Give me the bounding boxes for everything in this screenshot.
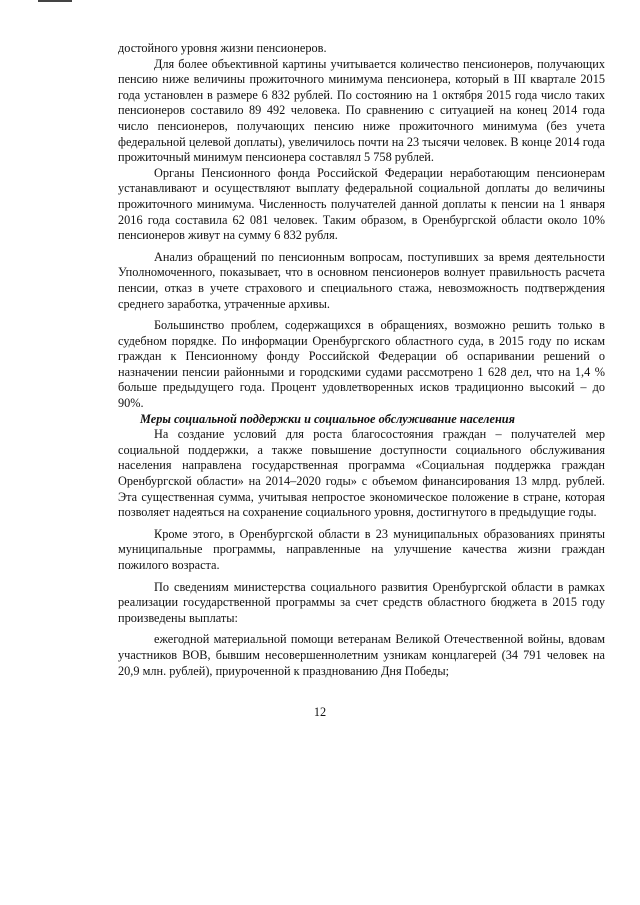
paragraph-continuation: достойного уровня жизни пенсионеров. <box>118 41 327 55</box>
paragraph-poverty-pensioners: Для более объективной картины учитывается количество пенсионеров, получающих пенсию ниже величины прожиточного минимума пенсионера, который в III квартале 2015 года установлен в размере 6 832 рублей. По состоянию на 1 октября 2015 года число таких пенсионеров составило 89 492 человека. По сравнению с ситуацией на конец 2014 года число пенсионеров, получающих пенсию ниже прожиточного минимума (без учета федеральной целевой доплаты), увеличилось почти на 23 тысячи человек. В конце 2014 года прожиточный минимум пенсионера составлял 5 758 рублей. <box>118 56 605 165</box>
scan-edge-mark <box>38 0 72 2</box>
document-page <box>118 41 605 679</box>
paragraph-state-program: На создание условий для роста благосостояния граждан – получателей мер социальной поддержки, а также повышение доступности социального обслуживания населения направлена государственная программа «Социальная поддержка граждан Оренбургской области» на 2014–2020 годы» с объемом финансирования 13 млрд. рублей. Эта существенная сумма, учитывая непростое экономическое положение в стране, которая позволяет надеяться на сохранение социального уровня, достигнутого в предыдущие годы. <box>118 427 605 520</box>
paragraph-municipal-programs: Кроме этого, в Оренбургской области в 23 муниципальных образованиях приняты муниципальные программы, направленные на улучшение качества жизни граждан пожилого возраста. <box>118 526 605 572</box>
paragraph-ministry-payments: По сведениям министерства социального развития Оренбургской области в рамках реализации государственной программы за счет средств областного бюджета в 2015 году произведены выплаты: <box>118 579 605 625</box>
paragraph-pension-fund: Органы Пенсионного фонда Российской Федерации неработающим пенсионерам устанавливают и осуществляют выплату федеральной социальной доплаты до величины прожиточного минимума. Численность получателей данной доплаты к пенсии на 1 января 2016 года составила 62 081 человек. Таким образом, в Оренбургской области около 10% пенсионеров живут на сумму 6 832 рубля. <box>118 165 605 243</box>
paragraph-court-cases: Большинство проблем, содержащихся в обращениях, возможно решить только в судебном порядке. По информации Оренбургского областного суда, в 2015 году по искам граждан к Пенсионному фонду Российской Федерации об оспаривании решений о назначении пенсии районными и городскими судами рассмотрено 1 628 дел, что на 1,4 % больше предыдущего года. Процент удовлетворенных исков традиционно высокий – до 90%. <box>118 318 605 411</box>
page-number: 12 <box>313 705 327 719</box>
section-heading: Меры социальной поддержки и социальное обслуживание населения <box>140 411 515 426</box>
paragraph-appeals-analysis: Анализ обращений по пенсионным вопросам, поступивших за время деятельности Уполномоченного, показывает, что в основном пенсионеров волнует правильность расчета пенсии, отказ в учете страхового и специального стажа, невозможность подтверждения среднего заработка, утраченные архивы. <box>118 249 605 311</box>
paragraph-veterans-payment: ежегодной материальной помощи ветеранам Великой Отечественной войны, вдовам участников ВОВ, бывшим несовершеннолетним узникам концлагерей (34 791 человек на 20,9 млн. рублей), приуроченной к празднованию Дня Победы; <box>118 632 605 678</box>
